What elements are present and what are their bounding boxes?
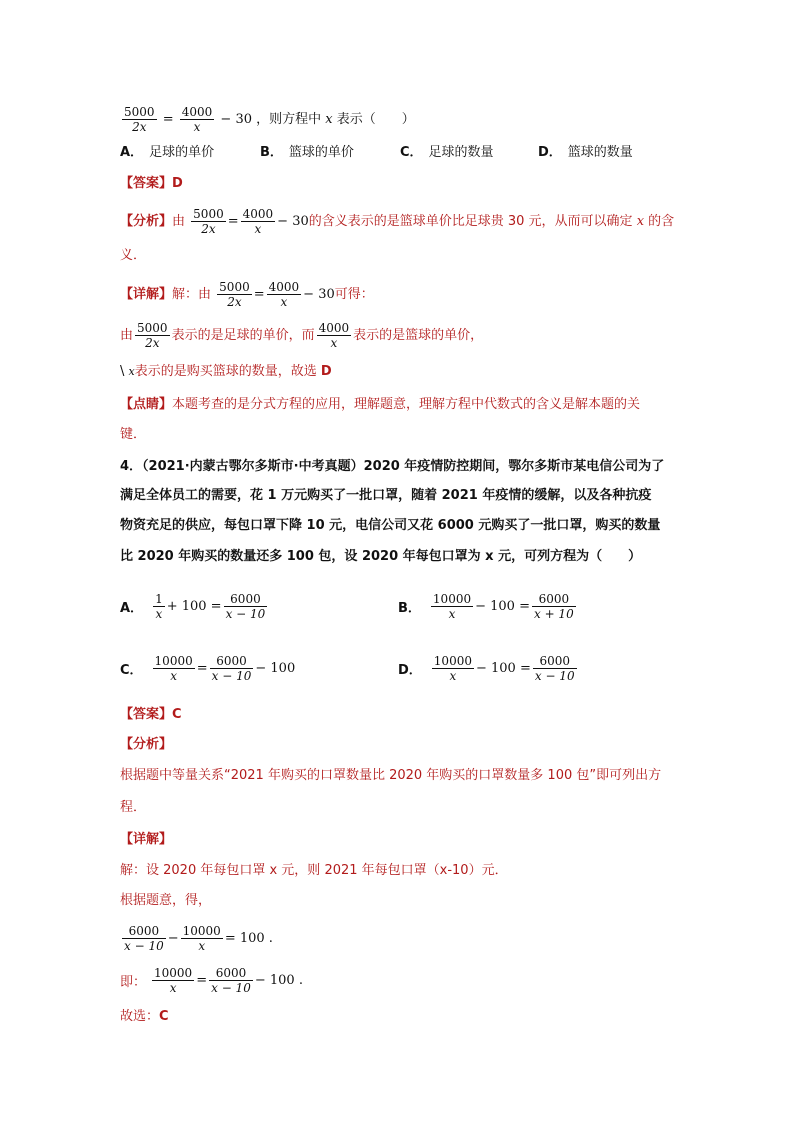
option-label: A． bbox=[120, 600, 144, 616]
equation-fraction-1 bbox=[122, 924, 166, 953]
q4-detail-line1: 解：设 2020 年每包口罩 x 元，则 2021 年每包口罩（x-10）元． bbox=[120, 863, 508, 878]
equation-tail: = 100 . bbox=[224, 930, 273, 946]
detail-text: 表示的是足球的单价，而 bbox=[171, 328, 315, 343]
equation-fraction-1 bbox=[152, 966, 194, 995]
option-fraction-1 bbox=[432, 654, 474, 683]
equation-operator: − bbox=[167, 930, 179, 946]
equation-fraction-2 bbox=[181, 924, 223, 953]
detail-text: 可得： bbox=[334, 287, 374, 302]
q3-option-b bbox=[260, 142, 354, 164]
q3-analysis-line2: 义． bbox=[120, 248, 147, 263]
detail-text: 由 bbox=[120, 328, 134, 343]
option-operator: − 100 = bbox=[475, 660, 531, 676]
detail-answer: D bbox=[320, 364, 332, 379]
q4-option-d bbox=[398, 648, 579, 688]
option-fraction-2 bbox=[224, 592, 268, 621]
fraction-numerator: 6000 bbox=[533, 654, 577, 669]
equation-tail: − 100 . bbox=[254, 972, 303, 988]
q4-stem-line1: 4．（2021·内蒙古鄂尔多斯市·中考真题）2020 年疫情防控期间，鄂尔多斯市某电信公司为了 bbox=[120, 459, 665, 474]
minus-term: − 30 bbox=[220, 112, 252, 127]
q3-answer bbox=[120, 173, 682, 195]
option-fraction-2 bbox=[532, 592, 576, 621]
minus-term: − 30 bbox=[303, 287, 335, 302]
fraction-numerator: 10000 bbox=[154, 965, 193, 980]
q4-option-b bbox=[398, 586, 578, 626]
q3-option-c bbox=[400, 142, 494, 164]
q3-analysis bbox=[120, 202, 682, 242]
q3-stem bbox=[120, 100, 682, 140]
therefore-mark: \ bbox=[120, 364, 125, 379]
fraction-numerator: 4000 bbox=[181, 105, 213, 119]
option-label: C． bbox=[120, 662, 143, 678]
comment-text: 本题考查的是分式方程的应用，理解题意，理解方程中代数式的含义是解本题的关 bbox=[172, 397, 641, 412]
fraction-numerator: 4000 bbox=[268, 280, 300, 294]
detail2-fraction-1 bbox=[135, 321, 170, 350]
option-label: C． bbox=[400, 145, 423, 160]
fraction-numerator: 1 bbox=[155, 591, 163, 606]
q3-option-a bbox=[120, 142, 214, 164]
fraction-numerator: 5000 bbox=[137, 321, 168, 335]
option-text: 足球的单价 bbox=[149, 145, 215, 160]
q3-comment-line2: 键． bbox=[120, 427, 147, 442]
fraction-numerator: 4000 bbox=[242, 207, 274, 221]
final-answer: C bbox=[159, 1009, 169, 1024]
fraction-numerator: 5000 bbox=[219, 280, 250, 294]
fraction-numerator: 6000 bbox=[224, 592, 268, 607]
fraction-numerator: 6000 bbox=[122, 924, 166, 939]
fraction-denominator: 2x bbox=[132, 120, 147, 134]
analysis-text: 由 bbox=[172, 214, 186, 229]
option-fraction-1 bbox=[431, 592, 473, 621]
fraction-numerator: 10000 bbox=[182, 923, 221, 938]
analysis-tag: 【分析】 bbox=[120, 737, 173, 752]
q4-analysis-line2: 程． bbox=[120, 800, 147, 815]
fraction-denominator: x bbox=[198, 938, 206, 953]
q4-final bbox=[120, 1006, 682, 1028]
minus-term: − 30 bbox=[277, 214, 309, 229]
equation-fraction-2 bbox=[209, 966, 253, 995]
detail-tag: 【详解】 bbox=[120, 832, 173, 847]
fraction-denominator: 2x bbox=[201, 222, 216, 236]
detail2-fraction-2 bbox=[317, 321, 352, 350]
variable-x: x bbox=[325, 112, 333, 127]
fraction-numerator: 6000 bbox=[532, 592, 576, 607]
fraction-denominator: x + 10 bbox=[533, 606, 574, 621]
variable-x: x bbox=[636, 214, 645, 229]
fraction-numerator: 10000 bbox=[433, 653, 472, 668]
option-label: B． bbox=[398, 600, 421, 616]
fraction-denominator: x bbox=[169, 980, 177, 995]
fraction-denominator: x bbox=[449, 668, 457, 683]
fraction-numerator: 4000 bbox=[318, 321, 350, 335]
q4-analysis-line1: 根据题中等量关系“2021 年购买的口罩数量比 2020 年购买的口罩数量多 100 包”即可列出方 bbox=[120, 768, 662, 783]
q4-detail-tag bbox=[120, 829, 682, 851]
fraction-numerator: 6000 bbox=[209, 966, 253, 981]
q3-detail-line2 bbox=[120, 316, 682, 356]
equals-sign: = bbox=[253, 287, 265, 302]
option-operator: = bbox=[196, 660, 208, 676]
answer-tag: 【答案】 bbox=[120, 707, 173, 722]
analysis-text: 的含义表示的是篮球单价比足球贵 30 元，从而可以确定 bbox=[308, 214, 637, 229]
comment-tag: 【点睛】 bbox=[120, 397, 173, 412]
q4-detail-line2: 根据题意，得， bbox=[120, 893, 212, 908]
detail-tag: 【详解】 bbox=[120, 287, 173, 302]
option-fraction-2 bbox=[533, 654, 577, 683]
option-operator: + 100 = bbox=[166, 598, 222, 614]
option-text: 篮球的数量 bbox=[567, 145, 633, 160]
option-label: B． bbox=[260, 145, 283, 160]
answer-value: C bbox=[172, 707, 182, 722]
analysis-text: 的含 bbox=[644, 214, 675, 229]
option-operator: − 100 = bbox=[475, 598, 530, 614]
fraction-denominator: 2x bbox=[145, 336, 160, 350]
fraction-denominator: x − 10 bbox=[211, 980, 251, 995]
fraction-denominator: x − 10 bbox=[225, 606, 266, 621]
detail-text: 解：由 bbox=[172, 287, 212, 302]
option-text: 篮球的单价 bbox=[288, 145, 354, 160]
option-label: D． bbox=[398, 662, 422, 678]
detail-text: 表示的是篮球的单价， bbox=[353, 328, 484, 343]
fraction-denominator: x bbox=[448, 606, 456, 621]
option-label: D． bbox=[538, 145, 562, 160]
q4-stem-line2: 满足全体员工的需要，花 1 万元购买了一批口罩，随着 2021 年疫情的缓解，以及各种抗疫 bbox=[120, 488, 652, 503]
equation-prefix: 即： bbox=[120, 974, 147, 990]
stem-tail: 表示（ ） bbox=[332, 112, 415, 127]
q4-stem-line3: 物资充足的供应，每包口罩下降 10 元，电信公司又花 6000 元购买了一批口罩，购买的数量 bbox=[120, 518, 661, 533]
q4-equation-1 bbox=[120, 918, 273, 958]
fraction-denominator: x − 10 bbox=[534, 668, 575, 683]
analysis-fraction-2 bbox=[241, 207, 276, 236]
q3-detail-line3 bbox=[120, 361, 682, 383]
q3-detail bbox=[120, 275, 682, 315]
fraction-numerator: 10000 bbox=[154, 653, 193, 668]
option-tail: − 100 bbox=[255, 660, 296, 676]
answer-value: D bbox=[172, 176, 183, 191]
option-fraction-1 bbox=[153, 654, 195, 683]
fraction-denominator: x bbox=[280, 295, 288, 309]
q3-comment bbox=[120, 394, 682, 416]
variable-x: x bbox=[128, 365, 135, 378]
fraction-denominator: 2x bbox=[227, 295, 242, 309]
final-text: 故选： bbox=[120, 1009, 160, 1024]
analysis-tag: 【分析】 bbox=[120, 214, 173, 229]
q3-stem-fraction-2 bbox=[180, 105, 215, 134]
fraction-denominator: x bbox=[330, 336, 338, 350]
q4-option-a bbox=[120, 586, 269, 626]
fraction-numerator: 5000 bbox=[124, 105, 155, 119]
q3-stem-fraction-1 bbox=[122, 105, 157, 134]
fraction-denominator: x bbox=[170, 668, 178, 683]
option-label: A． bbox=[120, 145, 144, 160]
fraction-denominator: x − 10 bbox=[124, 938, 164, 953]
option-fraction-1 bbox=[153, 592, 165, 621]
q4-option-c bbox=[120, 648, 295, 688]
q4-stem-line4: 比 2020 年购买的数量还多 100 包，设 2020 年每包口罩为 x 元，可列方程为（ ） bbox=[120, 549, 642, 564]
q3-option-d bbox=[538, 142, 633, 164]
fraction-denominator: x − 10 bbox=[211, 668, 252, 683]
option-text: 足球的数量 bbox=[428, 145, 494, 160]
equation-operator: = bbox=[196, 972, 208, 988]
detail-text: 表示的是购买篮球的数量，故选 bbox=[134, 364, 321, 379]
answer-tag: 【答案】 bbox=[120, 176, 173, 191]
analysis-fraction-1 bbox=[191, 207, 226, 236]
fraction-denominator: x bbox=[254, 222, 262, 236]
q4-analysis-tag bbox=[120, 734, 682, 756]
q4-answer bbox=[120, 704, 682, 726]
fraction-denominator: x bbox=[193, 120, 201, 134]
fraction-numerator: 6000 bbox=[210, 654, 254, 669]
fraction-numerator: 10000 bbox=[432, 591, 472, 606]
equals-sign: = bbox=[162, 112, 174, 127]
q4-equation-2 bbox=[120, 960, 303, 1000]
fraction-denominator: x bbox=[155, 606, 163, 621]
equals-sign: = bbox=[227, 214, 239, 229]
fraction-numerator: 5000 bbox=[193, 207, 224, 221]
option-fraction-2 bbox=[210, 654, 254, 683]
detail-fraction-2 bbox=[267, 280, 302, 309]
detail-fraction-1 bbox=[217, 280, 252, 309]
stem-text: ，则方程中 bbox=[256, 112, 326, 127]
